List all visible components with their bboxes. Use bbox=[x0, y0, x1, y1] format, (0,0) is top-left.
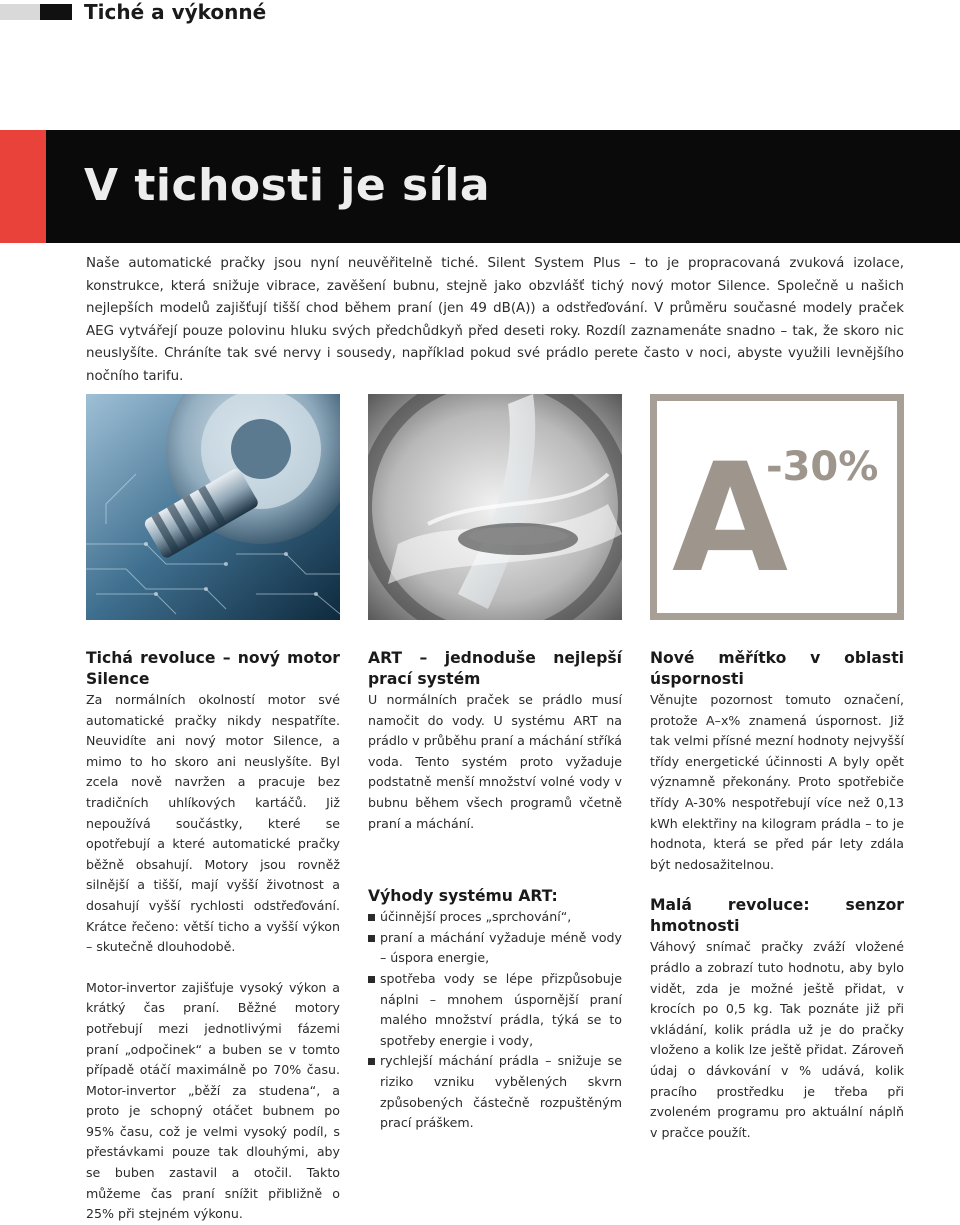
energy-class-graphic bbox=[650, 394, 904, 620]
header-gray-bar bbox=[0, 4, 40, 20]
list-item: praní a máchání vyžaduje méně vody – úspora energie, bbox=[368, 928, 622, 969]
column-efficiency bbox=[650, 648, 904, 1143]
list-item: spotřeba vody se lépe přizpůsobuje náplni – mnohem úspornější praní malého množství prádla, týká se to spotřeby energie i vody, bbox=[368, 969, 622, 1051]
list-item: rychlejší máchání prádla – snižuje se riziko vzniku vybělených skvrn způsobených částečně rozpuštěným prací práškem. bbox=[368, 1051, 622, 1133]
column-silence-motor bbox=[86, 648, 340, 1225]
silence-paragraph-1: Za normálních okolností motor své automatické pračky nikdy nespatříte. Neuvidíte ani nový motor Silence, a mimo to ho skoro ani neuslyšíte. Byl zcela nově navržen a pracuje bez tradičních uhlíkových kartáčů. Již nepoužívá součástky, které se opotřebují a které automatické pračky běžně obsahují. Motory jsou rovněž silnější a tišší, mají vyšší životnost a dosahují vyšší rychlosti odstřeďování. Krátce řečeno: větší ticho a vyšší výkon – skutečně dlouhodobě. bbox=[86, 692, 340, 955]
list-item: účinnější proces „sprchování“, bbox=[368, 907, 622, 928]
section-title: Tiché a výkonné bbox=[84, 0, 267, 24]
section-header bbox=[0, 0, 960, 26]
art-benefits-heading: Výhody systému ART: bbox=[368, 887, 558, 906]
page-title: V tichosti je síla bbox=[84, 160, 491, 211]
water-drum-image bbox=[368, 394, 622, 620]
efficiency-heading: Nové měřítko v oblasti úspornosti bbox=[650, 649, 904, 688]
motor-image bbox=[86, 394, 340, 620]
art-heading: ART – jednoduše nejlepší prací systém bbox=[368, 649, 622, 688]
header-black-bar bbox=[40, 4, 72, 20]
silence-paragraph-2: Motor-invertor zajišťuje vysoký výkon a krátký čas praní. Běžné motory potřebují mezi jednotlivými fázemi praní „odpočinek“ a buben se v tomto případě otáčí maximálně po 70% času. Motor-invertor „běží za studena“, a proto je schopný otáčet bubnem po 95% času, což je velmi vysoký podíl, s přestávkami pouze tak dlouhými, aby se buben zastavil a otočil. Takto můžeme čas praní snížit přibližně o 25% při stejném výkonu. bbox=[86, 979, 340, 1222]
weight-sensor-heading: Malá revoluce: senzor hmotnosti bbox=[650, 896, 904, 936]
art-paragraph: U normálních praček se prádlo musí namočit do vody. U systému ART na prádlo v průběhu praní a máchání stříká voda. Tento systém proto vyžaduje podstatně menší množství volné vody v bubnu během všech programů včetně praní a máchání. bbox=[368, 692, 622, 831]
banner-red-accent bbox=[0, 130, 46, 243]
weight-sensor-paragraph: Váhový snímač pračky zváží vložené prádlo a zobrazí tuto hodnotu, aby bylo vidět, zda je možné ještě přidat, v krocích po 0,5 kg. Tak poznáte již při vkládání, kolik prádla už je do pračky vloženo a kolik lze ještě přidat. Zároveň údaj o dávkování v % udává, kolik pracího prostředku je třeba při zvoleném programu pro aktuální náplň v pračce použít. bbox=[650, 939, 904, 1140]
art-benefits-list bbox=[368, 907, 622, 1134]
energy-class-percent: -30% bbox=[766, 444, 879, 490]
silence-heading: Tichá revoluce – nový motor Silence bbox=[86, 649, 340, 688]
energy-class-letter: A bbox=[672, 432, 789, 606]
efficiency-paragraph: Věnujte pozornost tomuto označení, protože A–x% znamená úspornost. Již tak velmi přísné mezní hodnoty nejvyšší třídy energetické účinnosti A byly opět významně překonány. Proto spotřebiče třídy A-30% nespotřebují více než 0,13 kWh elektřiny na kilogram prádla – to je hodnota, která se před pár lety zdála být nedosažitelnou. bbox=[650, 692, 905, 872]
intro-paragraph: Naše automatické pračky jsou nyní neuvěřitelně tiché. Silent System Plus – to je propracovaná zvuková izolace, konstrukce, která snižuje vibrace, zavěšení bubnu, stejně jako obzvlášť tichý nový motor Silence. Společně u našich nejlepších modelů zajišťují tišší chod během praní (jen 49 dB(A)) a odstřeďování. V průměru současné modely praček AEG vytvářejí pouze polovinu hluku svých předchůdkyň před deseti roky. Rozdíl zaznamenáte snadno – tak, že skoro nic neuslyšíte. Chráníte tak své nervy i sousedy, například pokud své prádlo perete často v noci, abyste využili levnějšího nočního tarifu. bbox=[86, 256, 904, 384]
column-art-system bbox=[368, 648, 622, 1134]
